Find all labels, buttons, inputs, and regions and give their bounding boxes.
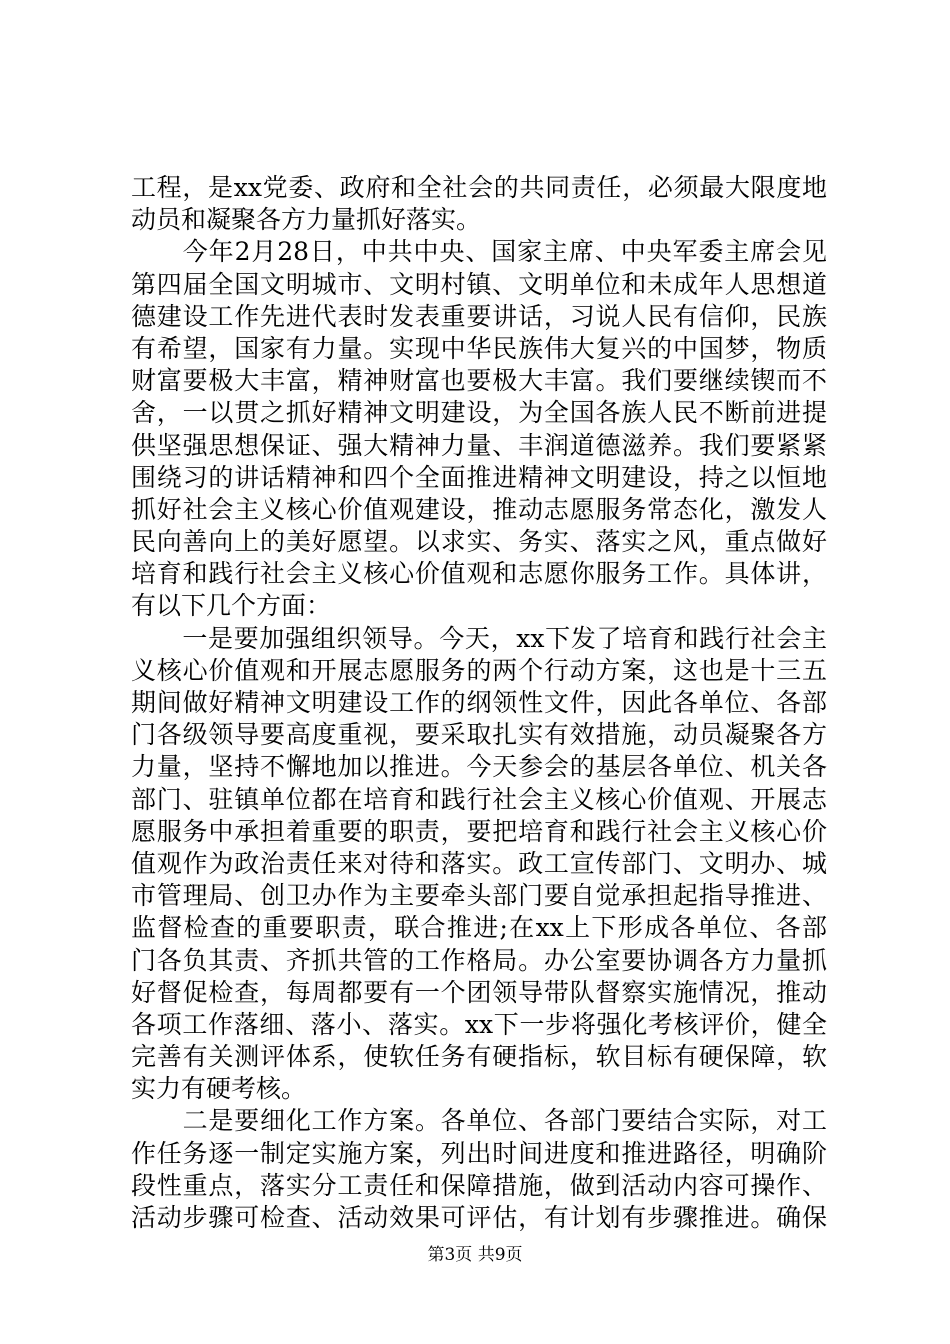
text-line: 监督检查的重要职责，联合推进;在xx上下形成各单位、各部 <box>131 913 827 943</box>
text-line: 好督促检查，每周都要有一个团领导带队督察实施情况，推动 <box>131 977 827 1007</box>
document-body <box>131 172 827 1234</box>
text-line: 有以下几个方面： <box>131 591 332 621</box>
text-line: 部门、驻镇单位都在培育和践行社会主义核心价值观、开展志 <box>131 784 827 814</box>
text-line: 今年2月28日，中共中央、国家主席、中央军委主席会见 <box>131 237 827 267</box>
text-line: 供坚强思想保证、强大精神力量、丰润道德滋养。我们要紧紧 <box>131 430 827 460</box>
text-line: 动员和凝聚各方力量抓好落实。 <box>131 205 482 235</box>
text-line: 义核心价值观和开展志愿服务的两个行动方案，这也是十三五 <box>131 655 827 685</box>
text-line: 值观作为政治责任来对待和落实。政工宣传部门、文明办、城 <box>131 848 827 878</box>
text-line: 工程，是xx党委、政府和全社会的共同责任，必须最大限度地 <box>131 173 827 202</box>
text-line: 作任务逐一制定实施方案，列出时间进度和推进路径，明确阶 <box>131 1138 827 1168</box>
text-line: 力量，坚持不懈地加以推进。今天参会的基层各单位、机关各 <box>131 752 827 782</box>
text-line: 德建设工作先进代表时发表重要讲话，习说人民有信仰，民族 <box>131 301 827 331</box>
page-footer: 第3页 共9页 <box>427 1245 523 1265</box>
text-line: 财富要极大丰富，精神财富也要极大丰富。我们要继续锲而不 <box>131 366 827 396</box>
text-line: 门各负其责、齐抓共管的工作格局。办公室要协调各方力量抓 <box>131 945 827 975</box>
text-line: 市管理局、创卫办作为主要牵头部门要自觉承担起指导推进、 <box>131 881 827 911</box>
text-line: 民向善向上的美好愿望。以求实、务实、落实之风，重点做好 <box>131 527 827 557</box>
text-line: 舍，一以贯之抓好精神文明建设，为全国各族人民不断前进提 <box>131 398 827 428</box>
text-line: 门各级领导要高度重视，要采取扎实有效措施，动员凝聚各方 <box>131 720 827 750</box>
text-line: 一是要加强组织领导。今天，xx下发了培育和践行社会主 <box>131 623 827 653</box>
text-line: 第四届全国文明城市、文明村镇、文明单位和未成年人思想道 <box>131 269 827 299</box>
text-line: 完善有关测评体系，使软任务有硬指标，软目标有硬保障，软 <box>131 1042 827 1072</box>
text-line: 抓好社会主义核心价值观建设，推动志愿服务常态化，激发人 <box>131 494 827 524</box>
text-line: 有希望，国家有力量。实现中华民族伟大复兴的中国梦，物质 <box>131 333 827 363</box>
text-line: 培育和践行社会主义核心价值观和志愿你服务工作。具体讲， <box>131 559 827 589</box>
text-line: 实力有硬考核。 <box>131 1074 307 1104</box>
text-line: 二是要细化工作方案。各单位、各部门要结合实际，对工 <box>131 1106 827 1136</box>
text-line: 段性重点，落实分工责任和保障措施，做到活动内容可操作、 <box>131 1170 827 1200</box>
text-line: 各项工作落细、落小、落实。xx下一步将强化考核评价，健全 <box>131 1009 827 1039</box>
text-line: 围绕习的讲话精神和四个全面推进精神文明建设，持之以恒地 <box>131 462 827 492</box>
text-line: 愿服务中承担着重要的职责，要把培育和践行社会主义核心价 <box>131 816 827 846</box>
text-line: 活动步骤可检查、活动效果可评估，有计划有步骤推进。确保 <box>131 1203 827 1232</box>
text-line: 期间做好精神文明建设工作的纲领性文件，因此各单位、各部 <box>131 688 827 717</box>
